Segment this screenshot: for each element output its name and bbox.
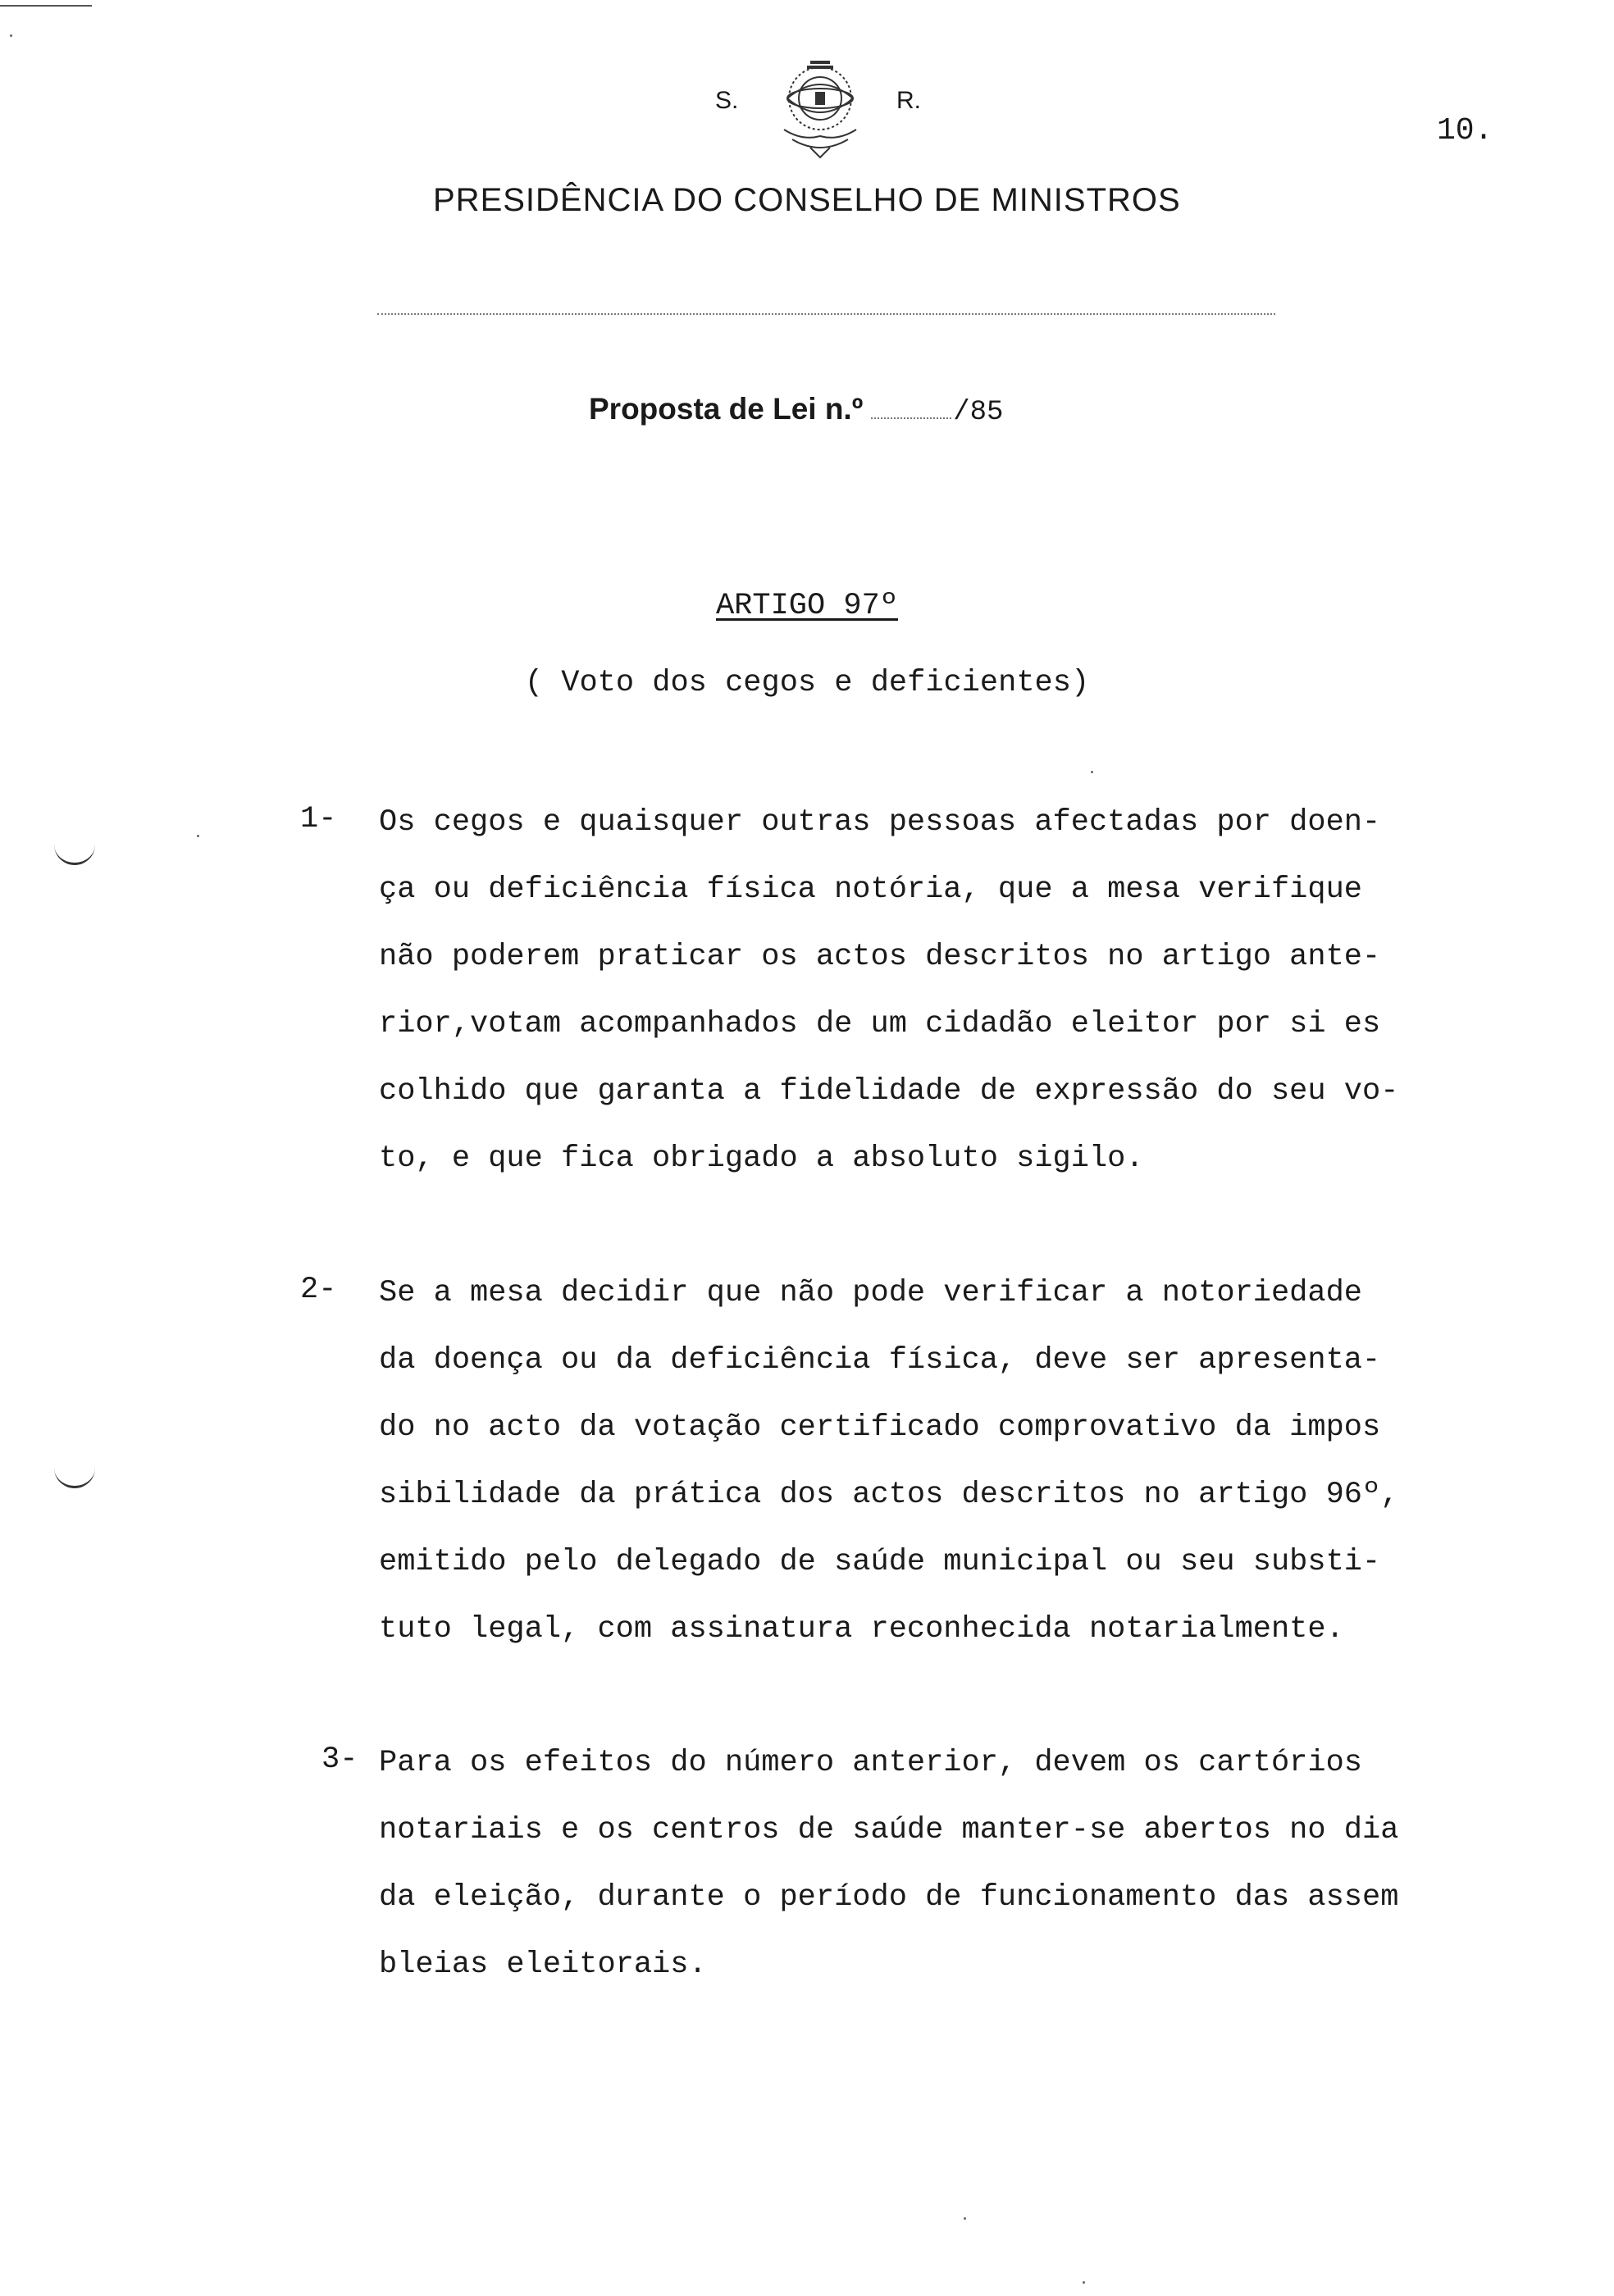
paragraph-line: da eleição, durante o período de funcionamento das assem xyxy=(379,1880,1399,1915)
scan-speck xyxy=(1091,771,1093,773)
paragraph-line: ça ou deficiência física notória, que a mesa verifique xyxy=(379,872,1362,907)
paragraph-line: notariais e os centros de saúde manter-se abertos no dia xyxy=(379,1813,1399,1847)
scan-speck xyxy=(10,34,12,37)
letter-s: S. xyxy=(715,87,739,114)
paragraph-number: 1- xyxy=(300,802,337,836)
proposal-number-blank xyxy=(871,417,951,419)
paragraph-line: bleias eleitorais. xyxy=(379,1947,707,1982)
scan-edge-mark xyxy=(0,5,92,7)
paragraph-3 xyxy=(379,1729,1398,1998)
punch-hole-mark xyxy=(54,1468,95,1488)
paragraph-line: tuto legal, com assinatura reconhecida notarialmente. xyxy=(379,1612,1344,1647)
paragraph-line: sibilidade da prática dos actos descritos no artigo 96º, xyxy=(379,1478,1399,1512)
scan-speck xyxy=(197,835,199,837)
paragraph-line: do no acto da votação certificado comprovativo da impos xyxy=(379,1410,1381,1445)
punch-hole-mark xyxy=(54,845,95,865)
paragraph-line: Se a mesa decidir que não pode verificar a notoriedade xyxy=(379,1276,1362,1310)
proposal-label: Proposta de Lei n.º xyxy=(589,392,864,426)
page-number: 10. xyxy=(1437,113,1493,148)
paragraph-number: 2- xyxy=(300,1273,337,1307)
paragraph-line: da doença ou da deficiência física, deve ser apresenta- xyxy=(379,1343,1381,1378)
letter-r: R. xyxy=(896,87,921,114)
office-title: PRESIDÊNCIA DO CONSELHO DE MINISTROS xyxy=(433,182,1181,218)
article-subtitle: ( Voto dos cegos e deficientes) xyxy=(524,666,1090,700)
paragraph-line: to, e que fica obrigado a absoluto sigilo. xyxy=(379,1141,1144,1176)
article-title: ARTIGO 97º xyxy=(715,589,899,623)
scan-speck xyxy=(964,2217,966,2220)
paragraph-2 xyxy=(379,1260,1398,1663)
paragraph-number: 3- xyxy=(321,1742,358,1777)
paragraph-1 xyxy=(379,789,1398,1192)
proposal-line xyxy=(589,392,1003,428)
paragraph-line: não poderem praticar os actos descritos no artigo ante- xyxy=(379,940,1381,974)
scan-speck xyxy=(1083,2281,1085,2284)
paragraph-line: Para os efeitos do número anterior, devem os cartórios xyxy=(379,1746,1362,1780)
paragraph-line: rior,votam acompanhados de um cidadão eleitor por si es xyxy=(379,1007,1381,1041)
proposal-year: /85 xyxy=(953,397,1004,428)
paragraph-line: Os cegos e quaisquer outras pessoas afectadas por doen- xyxy=(379,805,1381,840)
paragraph-line: emitido pelo delegado de saúde municipal ou seu substi- xyxy=(379,1545,1381,1579)
paragraph-line: colhido que garanta a fidelidade de expressão do seu vo- xyxy=(379,1074,1399,1109)
coat-of-arms-emblem-icon xyxy=(769,51,871,161)
dotted-rule xyxy=(377,313,1275,315)
